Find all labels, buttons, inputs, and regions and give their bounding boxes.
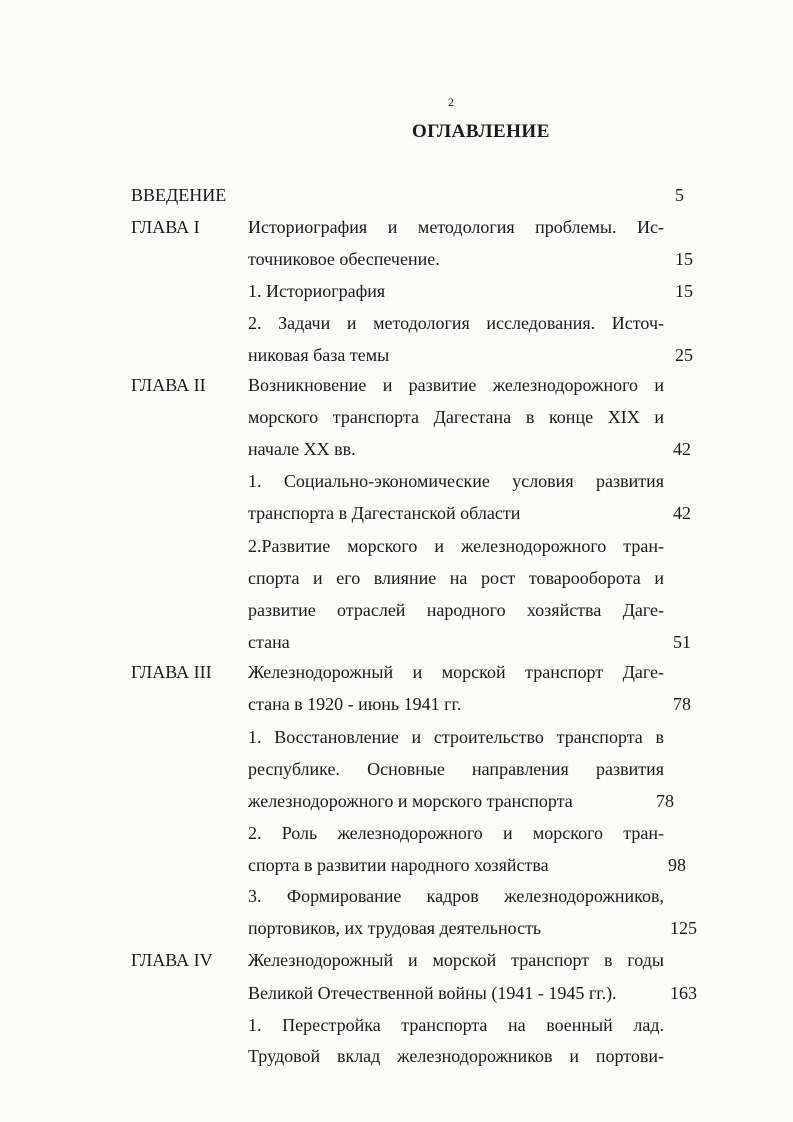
page-title: ОГЛАВЛЕНИЕ — [412, 121, 550, 142]
toc-intro-label: ВВЕДЕНИЕ — [131, 185, 227, 205]
toc-section-3-1-page: 78 — [656, 791, 674, 811]
toc-chapter-1-title-line: точниковое обеспечение. — [248, 249, 440, 269]
toc-section-3-3-line: 3. Формирование кадров железнодорожников, — [248, 886, 664, 906]
toc-section-4-1-line: 1. Перестройка транспорта на военный лад. — [248, 1015, 664, 1035]
toc-section-3-3-line: портовиков, их трудовая деятельность — [248, 918, 542, 938]
toc-chapter-3-title-line: стана в 1920 - июнь 1941 гг. — [248, 694, 462, 714]
toc-chapter-2-title-line: морского транспорта Дагестана в конце XIX и — [248, 407, 664, 427]
toc-section-2-2-line: спорта и его влияние на рост товарооборота и — [248, 568, 664, 588]
toc-intro-page: 5 — [675, 185, 684, 205]
toc-section-2-1-page: 42 — [673, 503, 691, 523]
toc-section-2-1-line: 1. Социально-экономические условия развития — [248, 471, 664, 491]
toc-chapter-4-page: 163 — [670, 983, 697, 1003]
toc-section-3-1-line: республике. Основные направления развития — [248, 759, 664, 779]
toc-chapter-3-title-line: Железнодорожный и морской транспорт Даге- — [248, 662, 664, 682]
toc-chapter-2-page: 42 — [673, 439, 691, 459]
toc-section-3-2-line: 2. Роль железнодорожного и морского тран- — [248, 823, 664, 843]
toc-chapter-1-page: 15 — [675, 249, 693, 269]
toc-section-2-2-page: 51 — [673, 632, 691, 652]
toc-chapter-4-title-line: Великой Отечественной войны (1941 - 1945 гг.). — [248, 983, 617, 1003]
page-number: 2 — [448, 95, 454, 109]
toc-section-1-2-line: 2. Задачи и методология исследования. Источ- — [248, 313, 664, 333]
toc-chapter-2-title-line: начале XX вв. — [248, 439, 356, 459]
toc-chapter-3-label: ГЛАВА III — [131, 662, 212, 682]
toc-section-3-2-line: спорта в развитии народного хозяйства — [248, 855, 549, 875]
toc-section-2-2-line: стана — [248, 632, 290, 652]
toc-section-3-3-page: 125 — [670, 918, 697, 938]
toc-section-1-1: 1. Историография — [248, 281, 386, 301]
toc-section-2-2-line: 2.Развитие морского и железнодорожного тран- — [248, 536, 664, 556]
toc-chapter-2-label: ГЛАВА II — [131, 375, 206, 395]
toc-section-3-1-line: 1. Восстановление и строительство транспорта в — [248, 727, 664, 747]
toc-chapter-1-label: ГЛАВА I — [131, 217, 200, 237]
toc-section-2-1-line: транспорта в Дагестанской области — [248, 503, 521, 523]
toc-section-2-2-line: развитие отраслей народного хозяйства Даге- — [248, 600, 664, 620]
toc-chapter-2-title-line: Возникновение и развитие железнодорожного и — [248, 375, 664, 395]
toc-chapter-4-label: ГЛАВА IV — [131, 950, 213, 970]
toc-section-1-1-page: 15 — [675, 281, 693, 301]
toc-chapter-4-title-line: Железнодорожный и морской транспорт в годы — [248, 950, 664, 970]
toc-section-3-1-line: железнодорожного и морского транспорта — [248, 791, 573, 811]
toc-chapter-3-page: 78 — [673, 694, 691, 714]
toc-section-4-1-line: Трудовой вклад железнодорожников и портови- — [248, 1046, 664, 1066]
toc-section-1-2-page: 25 — [675, 345, 693, 365]
toc-section-1-2-line: никовая база темы — [248, 345, 390, 365]
toc-chapter-1-title-line: Историография и методология проблемы. Ис- — [248, 217, 664, 237]
toc-section-3-2-page: 98 — [668, 855, 686, 875]
